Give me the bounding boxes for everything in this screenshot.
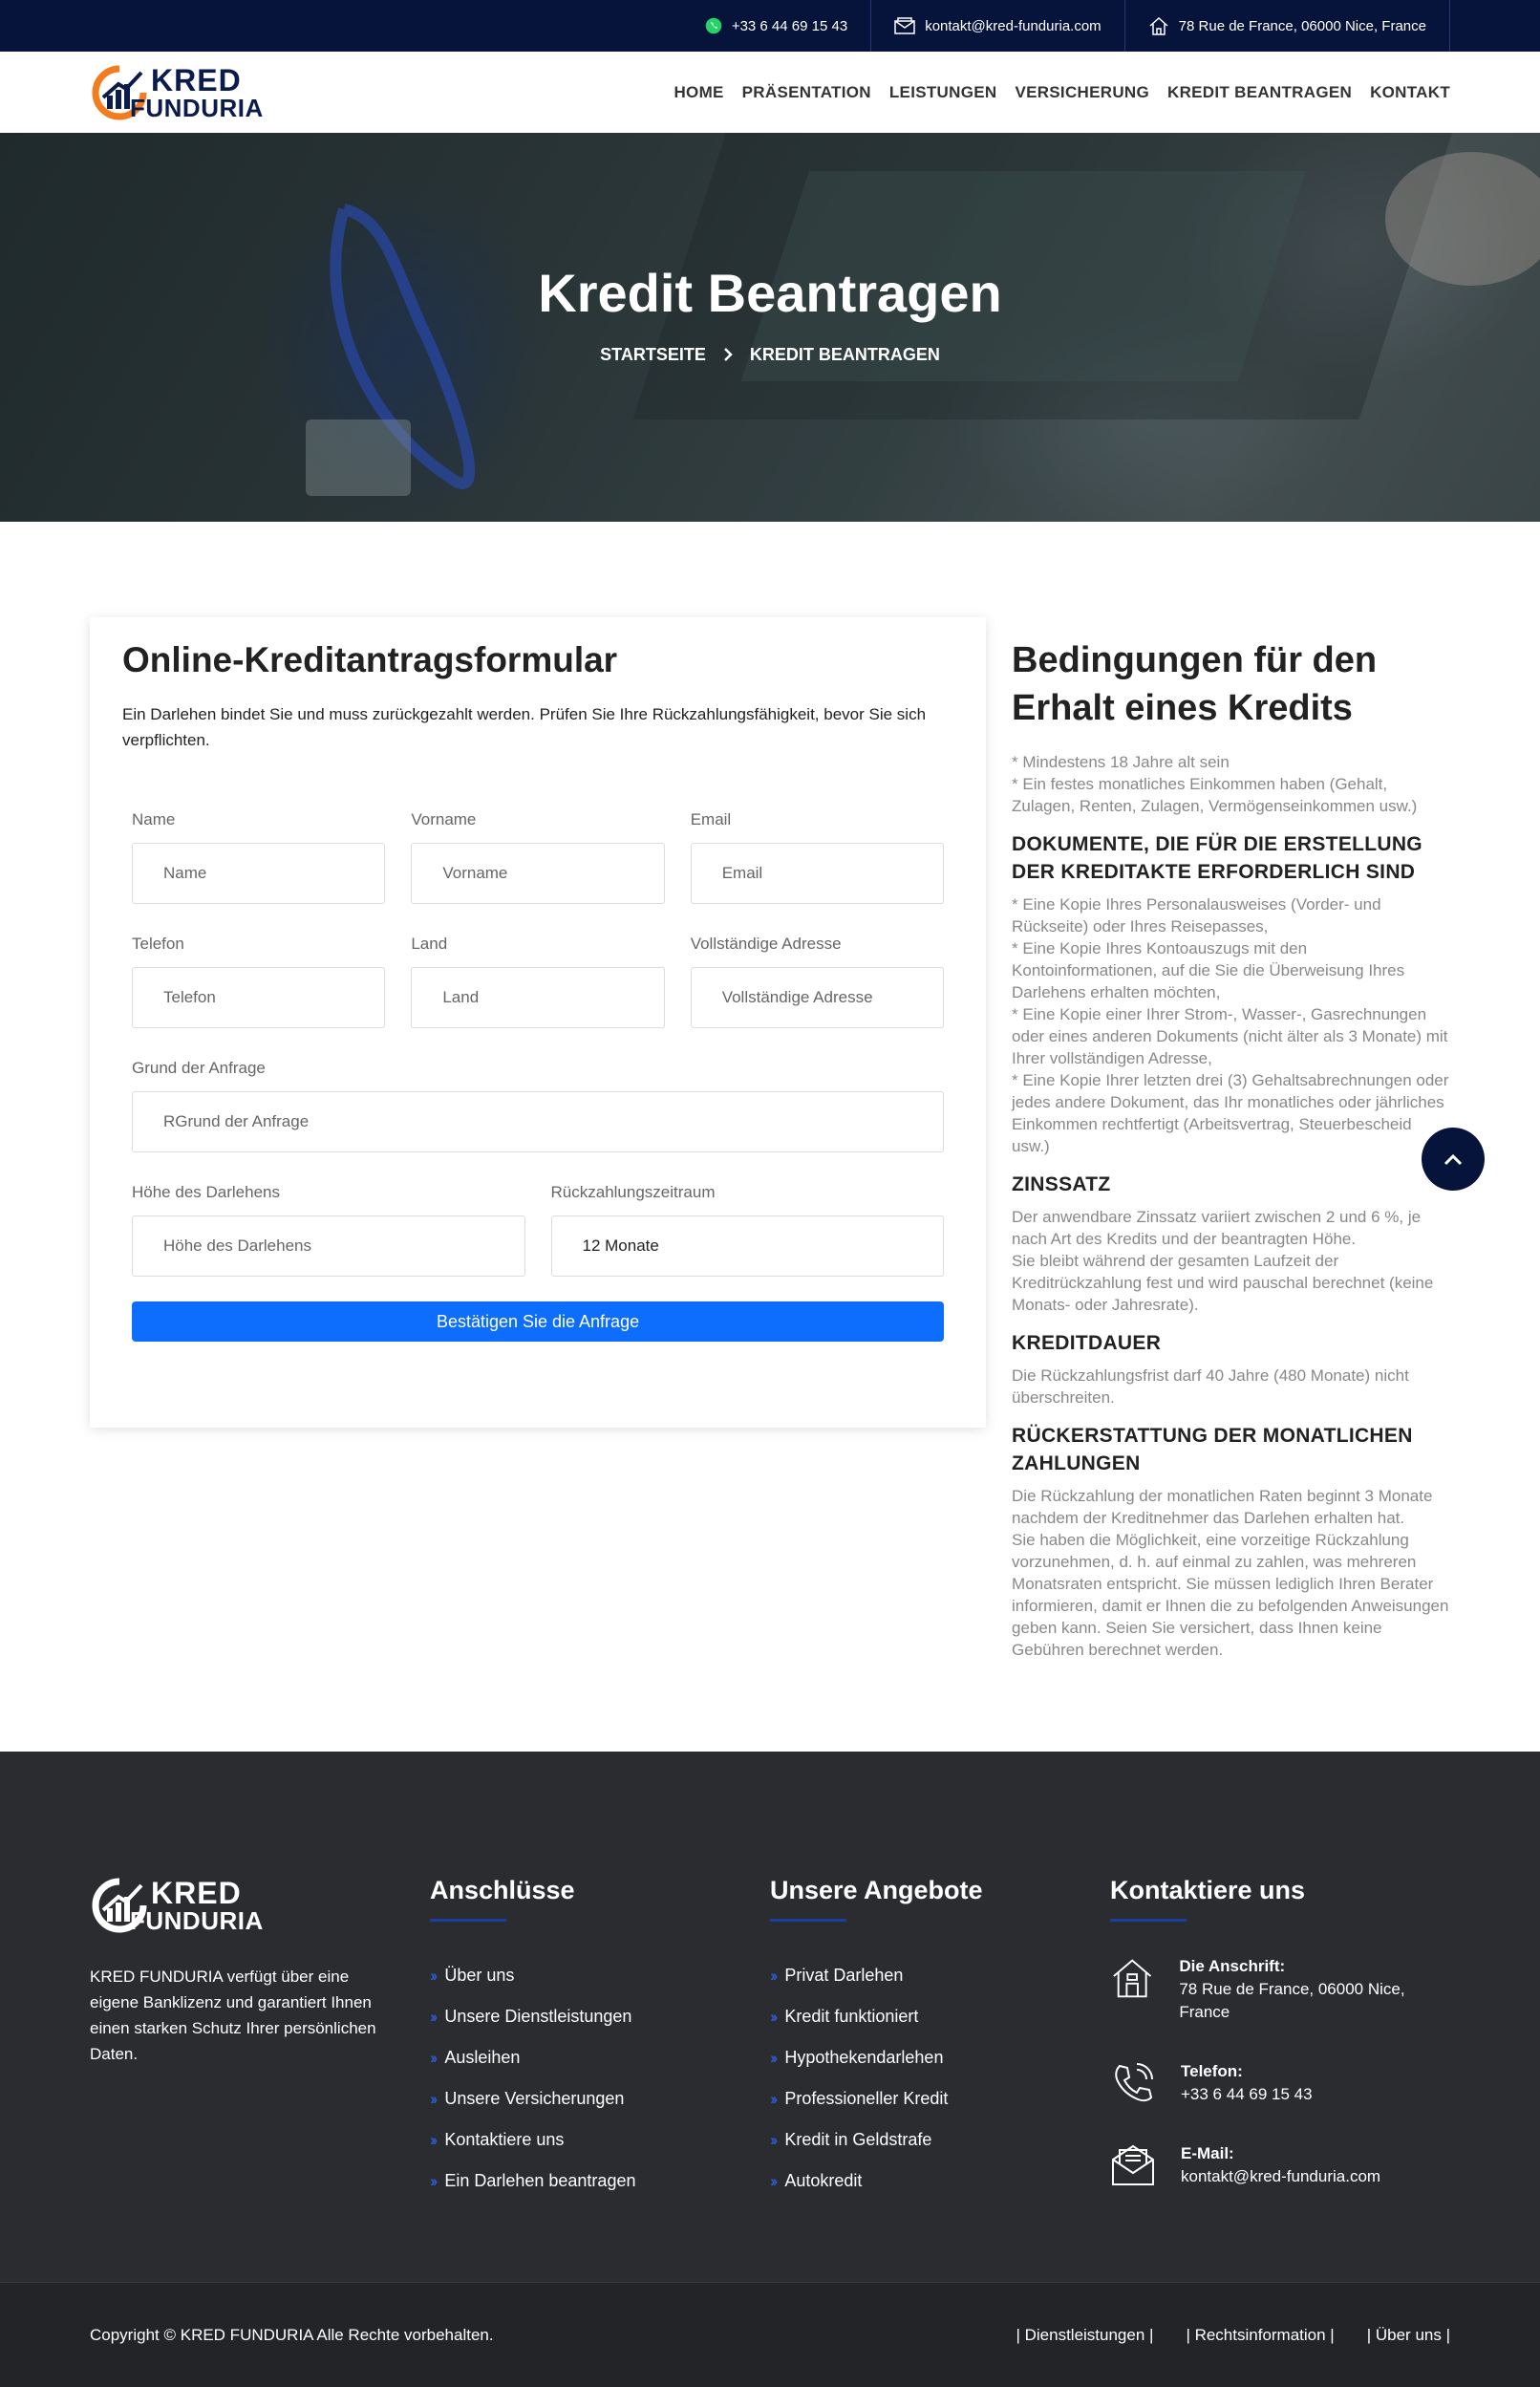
nav-versicherung[interactable]: VERSICHERUNG xyxy=(1015,82,1150,101)
land-input[interactable]: Land xyxy=(411,967,664,1028)
conditions-title: Bedingungen für den Erhalt eines Kredits xyxy=(1012,640,1378,728)
footer-link-label: Über uns xyxy=(444,1966,515,1985)
footer-offer-label: Privat Darlehen xyxy=(784,1966,904,1985)
footer-phone xyxy=(1110,2060,1450,2106)
logo[interactable] xyxy=(90,63,264,122)
footer-link[interactable] xyxy=(430,2037,770,2078)
double-chevron-icon: ›› xyxy=(770,2130,776,2149)
footer-links-underline xyxy=(430,1919,506,1922)
footer-offer-link[interactable] xyxy=(770,2119,1110,2161)
house-icon xyxy=(1110,1955,1154,2001)
footer-link-label: Ausleihen xyxy=(444,2048,521,2067)
envelope-icon xyxy=(1110,2142,1156,2188)
footer-link[interactable] xyxy=(430,1955,770,1996)
rueckerstattung-heading: RÜCKERSTATTUNG DER MONATLICHEN ZAHLUNGEN xyxy=(1012,1425,1413,1474)
footer-logo-line1: KRED xyxy=(151,1876,242,1910)
telefon-label: Telefon xyxy=(132,935,184,953)
hoehe-input[interactable]: Höhe des Darlehens xyxy=(132,1215,525,1277)
double-chevron-icon: ›› xyxy=(770,2007,776,2026)
footer-link[interactable] xyxy=(430,1996,770,2037)
form-intro: Ein Darlehen bindet Sie und muss zurückgezahlt werden. Prüfen Sie Ihre Rückzahlungsfähigkeit, bevor Sie sich verpflichten. xyxy=(122,705,927,749)
footer-email xyxy=(1110,2142,1450,2188)
topbar-phone-text: +33 6 44 69 15 43 xyxy=(731,17,848,34)
phone-icon xyxy=(1110,2060,1156,2106)
footer-link[interactable] xyxy=(430,2119,770,2161)
chevron-right-icon xyxy=(723,347,733,362)
footer-about xyxy=(90,1876,430,2225)
vorname-input[interactable]: Vorname xyxy=(411,843,664,904)
footer-offer-link[interactable] xyxy=(770,2161,1110,2202)
double-chevron-icon: ›› xyxy=(430,2089,436,2108)
topbar-email-text: kontakt@kred-funduria.com xyxy=(925,17,1102,34)
bottom-link-dienstleistungen[interactable]: | Dienstleistungen | xyxy=(1016,2325,1154,2344)
topbar-address-text: 78 Rue de France, 06000 Nice, France xyxy=(1178,17,1426,34)
nav-home[interactable]: HOME xyxy=(674,82,724,101)
zeitraum-label: Rückzahlungszeitraum xyxy=(550,1183,716,1201)
footer-offer-label: Professioneller Kredit xyxy=(784,2089,949,2108)
double-chevron-icon: ›› xyxy=(770,2089,776,2108)
land-label: Land xyxy=(411,935,448,953)
zinssatz-heading: ZINSSATZ xyxy=(1012,1173,1111,1195)
nav-kredit-beantragen[interactable]: KREDIT BEANTRAGEN xyxy=(1167,82,1353,101)
telefon-input[interactable]: Telefon xyxy=(132,967,385,1028)
topbar-phone[interactable] xyxy=(682,0,871,52)
footer-offers-title: Unsere Angebote xyxy=(770,1876,983,1904)
email-value[interactable]: kontakt@kred-funduria.com xyxy=(1181,2167,1381,2185)
footer-address xyxy=(1110,1955,1450,2024)
name-input[interactable]: Name xyxy=(132,843,385,904)
grund-label: Grund der Anfrage xyxy=(132,1059,266,1077)
kreditdauer-text: Die Rückzahlungsfrist darf 40 Jahre (480 Monate) nicht überschreiten. xyxy=(1012,1366,1409,1407)
main-content xyxy=(0,522,1540,1752)
footer-contact-title: Kontaktiere uns xyxy=(1110,1876,1306,1904)
double-chevron-icon: ›› xyxy=(430,2048,436,2067)
double-chevron-icon: ›› xyxy=(770,2048,776,2067)
whatsapp-icon xyxy=(705,17,722,34)
email-input[interactable]: Email xyxy=(691,843,944,904)
bottom-link-rechtsinformation[interactable]: | Rechtsinformation | xyxy=(1186,2325,1335,2344)
name-label: Name xyxy=(132,810,176,828)
footer-link[interactable] xyxy=(430,2161,770,2202)
kreditdauer-heading: KREDITDAUER xyxy=(1012,1332,1162,1354)
footer-offer-label: Hypothekendarlehen xyxy=(784,2048,944,2067)
double-chevron-icon: ›› xyxy=(770,1966,776,1985)
chevron-up-icon xyxy=(1443,1152,1464,1166)
bottom-links xyxy=(1016,2326,1450,2345)
footer-offer-link[interactable] xyxy=(770,2078,1110,2119)
phone-value[interactable]: +33 6 44 69 15 43 xyxy=(1181,2085,1313,2103)
footer-offers xyxy=(770,1876,1110,2225)
logo-line2: FUNDURIA xyxy=(130,93,264,122)
footer-links xyxy=(430,1876,770,2225)
double-chevron-icon: ›› xyxy=(430,2007,436,2026)
footer-offer-link[interactable] xyxy=(770,1996,1110,2037)
adresse-label: Vollständige Adresse xyxy=(690,935,842,953)
double-chevron-icon: ›› xyxy=(430,2171,436,2190)
footer-link-label: Unsere Dienstleistungen xyxy=(444,2007,632,2026)
footer-offer-label: Kredit in Geldstrafe xyxy=(784,2130,932,2149)
footer-offer-label: Kredit funktioniert xyxy=(784,2007,919,2026)
footer-link-label: Kontaktiere uns xyxy=(444,2130,565,2149)
breadcrumb xyxy=(600,345,940,365)
nav-leistungen[interactable]: LEISTUNGEN xyxy=(888,82,997,101)
conditions-text: * Mindestens 18 Jahre alt sein * Ein festes monatliches Einkommen haben (Gehalt, Zulagen, Renten, Zulagen, Vermögenseinkommen usw.) xyxy=(1012,753,1418,815)
documents-heading: DOKUMENTE, DIE FÜR DIE ERSTELLUNG DER KREDITAKTE ERFORDERLICH SIND xyxy=(1012,833,1422,883)
hoehe-label: Höhe des Darlehens xyxy=(132,1183,280,1201)
adresse-input[interactable]: Vollständige Adresse xyxy=(691,967,944,1028)
double-chevron-icon: ›› xyxy=(430,1966,436,1985)
scroll-to-top-button[interactable] xyxy=(1422,1128,1485,1191)
site-header xyxy=(0,52,1540,133)
footer-link[interactable] xyxy=(430,2078,770,2119)
breadcrumb-current: KREDIT BEANTRAGEN xyxy=(749,344,940,364)
footer-about-text: KRED FUNDURIA verfügt über eine eigene Banklizenz und garantiert Ihnen einen starken Schutz Ihrer persönlichen Daten. xyxy=(90,1968,376,2063)
footer-offers-underline xyxy=(770,1919,846,1922)
footer-link-label: Unsere Versicherungen xyxy=(444,2089,625,2108)
footer-logo-line2: FUNDURIA xyxy=(130,1906,264,1935)
address-label: Die Anschrift: xyxy=(1179,1957,1286,1975)
conditions-panel xyxy=(1012,617,1450,1661)
home-icon xyxy=(1148,16,1169,35)
email-label: Email xyxy=(690,810,732,828)
vorname-label: Vorname xyxy=(411,810,477,828)
form-title: Online-Kreditantragsformular xyxy=(122,640,618,679)
loan-form xyxy=(122,753,953,1342)
address-value: 78 Rue de France, 06000 Nice, France xyxy=(1179,1980,1405,2021)
phone-label: Telefon: xyxy=(1181,2062,1243,2080)
site-footer xyxy=(0,1752,1540,2282)
loan-form-card xyxy=(90,617,986,1428)
submit-button[interactable]: Bestätigen Sie die Anfrage xyxy=(132,1301,944,1342)
footer-links-title: Anschlüsse xyxy=(430,1876,575,1904)
nav-praesentation[interactable]: PRÄSENTATION xyxy=(741,82,871,101)
footer-offer-link[interactable] xyxy=(770,1955,1110,1996)
bottom-link-ueber-uns[interactable]: | Über uns | xyxy=(1366,2325,1450,2344)
breadcrumb-home[interactable]: STARTSEITE xyxy=(600,344,706,364)
footer-logo[interactable] xyxy=(90,1876,430,1935)
nav-kontakt[interactable]: KONTAKT xyxy=(1370,82,1450,101)
email-label-footer: E-Mail: xyxy=(1181,2144,1234,2162)
rueckerstattung-text: Die Rückzahlung der monatlichen Raten beginnt 3 Monate nachdem der Kreditnehmer das Darlehen erhalten hat. Sie haben die Möglichkeit, eine vorzeitige Rückzahlung vorzunehmen, d. h. auf einmal zu zahlen, was mehreren Monatsraten entspricht. Sie müssen lediglich Ihren Berater informieren, damit er Ihnen die zu befolgenden Anweisungen geben kann. Seien Sie versichert, dass Ihnen keine Gebühren berechnet werden. xyxy=(1012,1487,1449,1659)
footer-link-label: Ein Darlehen beantragen xyxy=(444,2171,636,2190)
grund-input[interactable]: RGrund der Anfrage xyxy=(132,1091,944,1152)
footer-offer-link[interactable] xyxy=(770,2037,1110,2078)
footer-contact-underline xyxy=(1110,1919,1187,1922)
documents-text: * Eine Kopie Ihres Personalausweises (Vorder- und Rückseite) oder Ihres Reisepasses, * Eine Kopie Ihres Kontoauszugs mit den Kontoinformationen, auf die Sie die Überweisung Ihres Darlehens erhalten möchten, * Eine Kopie einer Ihrer Strom-, Wasser-, Gasrechnungen oder eines anderen Dokuments (nicht älter als 3 Monate) mit Ihrer vollständigen Adresse, * Eine Kopie Ihrer letzten drei (3) Gehaltsabrechnungen oder jedes andere Dokument, das Ihr monatliches oder jährliches Einkommen rechtfertigt (Arbeitsvertrag, Steuerbescheid usw.) xyxy=(1012,895,1449,1155)
zinssatz-text: Der anwendbare Zinssatz variiert zwischen 2 und 6 %, je nach Art des Kredits und der beantragten Höhe. Sie bleibt während der gesamten Laufzeit der Kreditrückzahlung fest und wird pauschal berechnet (keine Monats- oder Jahresrate). xyxy=(1012,1208,1434,1314)
top-bar xyxy=(0,0,1540,52)
hero-banner xyxy=(0,133,1540,522)
zeitraum-select[interactable]: 12 Monate xyxy=(551,1215,945,1277)
copyright: Copyright © KRED FUNDURIA Alle Rechte vorbehalten. xyxy=(90,2325,494,2344)
double-chevron-icon: ›› xyxy=(430,2130,436,2149)
bottom-bar xyxy=(0,2282,1540,2387)
mail-icon xyxy=(894,17,915,34)
logo-line1: KRED xyxy=(151,62,242,97)
footer-contact xyxy=(1110,1876,1450,2225)
page-title: Kredit Beantragen xyxy=(538,262,1002,323)
footer-offer-label: Autokredit xyxy=(784,2171,863,2190)
double-chevron-icon: ›› xyxy=(770,2171,776,2190)
topbar-address xyxy=(1125,0,1450,52)
topbar-email[interactable] xyxy=(871,0,1124,52)
main-nav xyxy=(674,83,1450,102)
